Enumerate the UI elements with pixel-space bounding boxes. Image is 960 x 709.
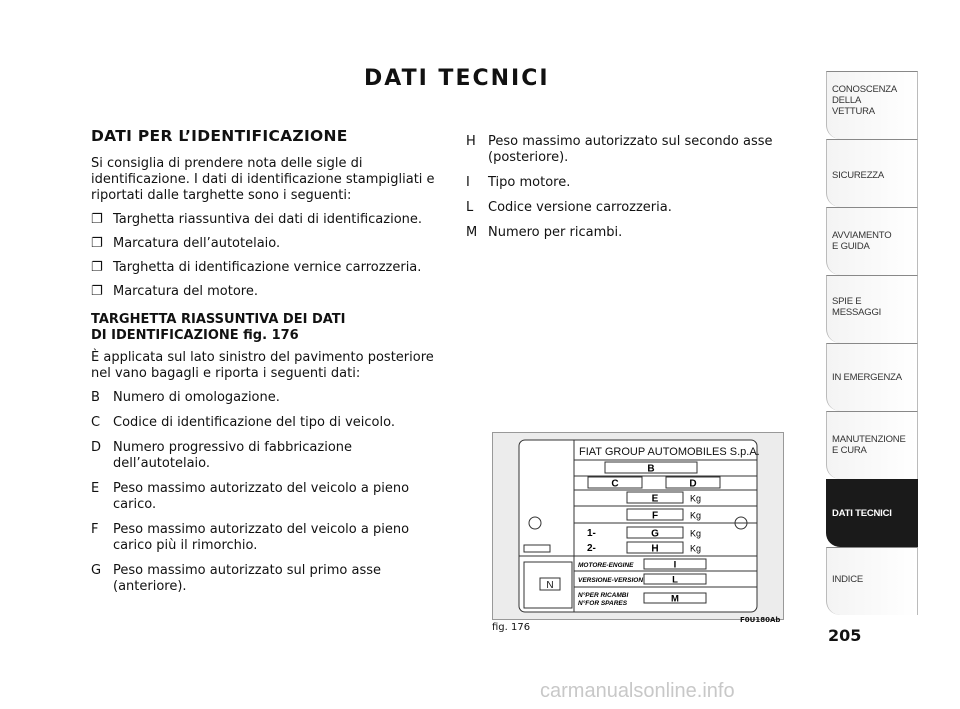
box-g-label: G (651, 528, 659, 540)
definition-item (91, 440, 449, 472)
item-text: Codice di identificazione del tipo di veicolo. (113, 415, 395, 430)
definition-item (466, 175, 786, 191)
figure-code: F0U180Ab (740, 616, 781, 624)
sub-heading-line1: TARGHETTA RIASSUNTIVA DEI DATI (91, 312, 346, 327)
tab-label: SPIE E (832, 296, 862, 307)
tab-label: MANUTENZIONE (832, 434, 906, 445)
tab-conoscenza-della-vettura[interactable] (826, 71, 918, 139)
box-n-label: N (546, 580, 554, 591)
sub-intro-paragraph: È applicata sul lato sinistro del pavimento posteriore nel vano bagagli e riporta i seguenti dati: (91, 350, 434, 381)
checklist-item-text: Targhetta riassuntiva dei dati di identificazione. (113, 212, 423, 227)
intro-paragraph: Si consiglia di prendere nota delle sigle di identificazione. I dati di identificazione stampigliati e riportati dalle targhette sono i seguenti: (91, 156, 435, 203)
tab-spie-e-messaggi[interactable] (826, 275, 918, 343)
tab-indice[interactable] (826, 547, 918, 615)
checklist-item (91, 260, 449, 276)
box-e-label: E (651, 493, 659, 505)
unit-kg-h: Kg (690, 543, 702, 554)
item-letter: I (466, 175, 470, 190)
sub-heading-line2: DI IDENTIFICAZIONE fig. 176 (91, 328, 299, 343)
watermark-text: carmanualsonline.info (540, 680, 735, 702)
tab-in-emergenza[interactable] (826, 343, 918, 411)
checklist-item (91, 236, 449, 252)
axle-2-label: 2- (587, 543, 596, 554)
parts-label-1: N°PER RICAMBI (578, 592, 629, 599)
item-text: Peso massimo autorizzato del veicolo a pieno carico. (113, 481, 410, 512)
box-i-label: I (673, 559, 677, 571)
checklist-item (91, 284, 449, 300)
tab-dati-tecnici[interactable] (826, 479, 918, 547)
definition-item (91, 415, 449, 431)
tab-label: CONOSCENZA (832, 84, 898, 95)
box-c-label: C (611, 478, 619, 490)
section-heading: DATI PER L’IDENTIFICAZIONE (91, 127, 348, 145)
checklist-item-text: Targhetta di identificazione vernice carrozzeria. (113, 260, 422, 275)
figure-caption: fig. 176 (492, 622, 531, 633)
definition-item (91, 563, 449, 595)
item-letter: G (91, 563, 102, 578)
page-number: 205 (828, 626, 862, 645)
checkbox-icon: ❐ (91, 236, 103, 251)
item-letter: H (466, 134, 476, 149)
item-letter: C (91, 415, 101, 430)
plate-title: FIAT GROUP AUTOMOBILES S.p.A. (579, 446, 760, 458)
axle-1-label: 1- (587, 528, 596, 539)
small-slot (524, 545, 550, 552)
box-l-label: L (672, 574, 678, 586)
tab-avviamento-e-guida[interactable] (826, 207, 918, 275)
definition-item (91, 390, 449, 406)
checklist-item-text: Marcatura del motore. (113, 284, 258, 299)
tab-label: DELLA (832, 95, 862, 106)
tab-label: VETTURA (832, 106, 875, 117)
tab-manutenzione-e-cura[interactable] (826, 411, 918, 479)
item-text: Peso massimo autorizzato del veicolo a pieno carico più il rimorchio. (113, 522, 410, 553)
box-b-label: B (647, 463, 655, 475)
tab-label: IN EMERGENZA (832, 372, 902, 383)
item-letter: B (91, 390, 100, 405)
box-h-label: H (651, 543, 659, 555)
tab-label: MESSAGGI (832, 307, 882, 318)
item-text: Numero progressivo di fabbricazione dell’autotelaio. (113, 440, 353, 471)
rivet-hole-left (529, 517, 541, 529)
item-letter: F (91, 522, 99, 537)
item-text: Numero di omologazione. (113, 390, 280, 405)
engine-label: MOTORE-ENGINE (578, 562, 634, 569)
item-letter: E (91, 481, 100, 496)
checkbox-icon: ❐ (91, 284, 103, 299)
page-title: DATI TECNICI (364, 66, 550, 91)
definition-item (466, 134, 786, 166)
item-text: Codice versione carrozzeria. (488, 200, 672, 215)
checkbox-icon: ❐ (91, 212, 103, 227)
item-letter: D (91, 440, 102, 455)
tab-label: E CURA (832, 445, 867, 456)
unit-kg-e: Kg (690, 493, 702, 504)
checklist-item-text: Marcatura dell’autotelaio. (113, 236, 281, 251)
unit-kg-g: Kg (690, 528, 702, 539)
chapter-sidebar (826, 71, 918, 615)
sub-heading (91, 312, 449, 344)
tab-label: DATI TECNICI (832, 508, 892, 519)
tab-label: SICUREZZA (832, 170, 885, 181)
item-text: Peso massimo autorizzato sul primo asse (anteriore). (113, 563, 382, 594)
box-m-label: M (671, 593, 679, 605)
definition-item (466, 225, 786, 241)
version-label: VERSIONE-VERSION (578, 577, 644, 584)
tab-sicurezza[interactable] (826, 139, 918, 207)
definition-item (91, 522, 449, 554)
unit-kg-f: Kg (690, 510, 702, 521)
right-column (466, 134, 786, 250)
definition-item (91, 481, 449, 513)
definition-item (466, 200, 786, 216)
checklist-item (91, 212, 449, 228)
parts-label-2: N°FOR SPARES (578, 600, 628, 607)
tab-label: INDICE (832, 574, 863, 585)
item-text: Tipo motore. (488, 175, 571, 190)
box-d-label: D (689, 478, 697, 490)
identification-plate-figure (492, 432, 784, 620)
checkbox-icon: ❐ (91, 260, 103, 275)
box-f-label: F (651, 510, 659, 522)
left-column (91, 128, 449, 604)
item-letter: L (466, 200, 474, 215)
item-text: Peso massimo autorizzato sul secondo asse (posteriore). (488, 134, 773, 165)
item-letter: M (466, 225, 478, 240)
item-text: Numero per ricambi. (488, 225, 623, 240)
tab-label: AVVIAMENTO (832, 230, 892, 241)
tab-label: E GUIDA (832, 241, 870, 252)
